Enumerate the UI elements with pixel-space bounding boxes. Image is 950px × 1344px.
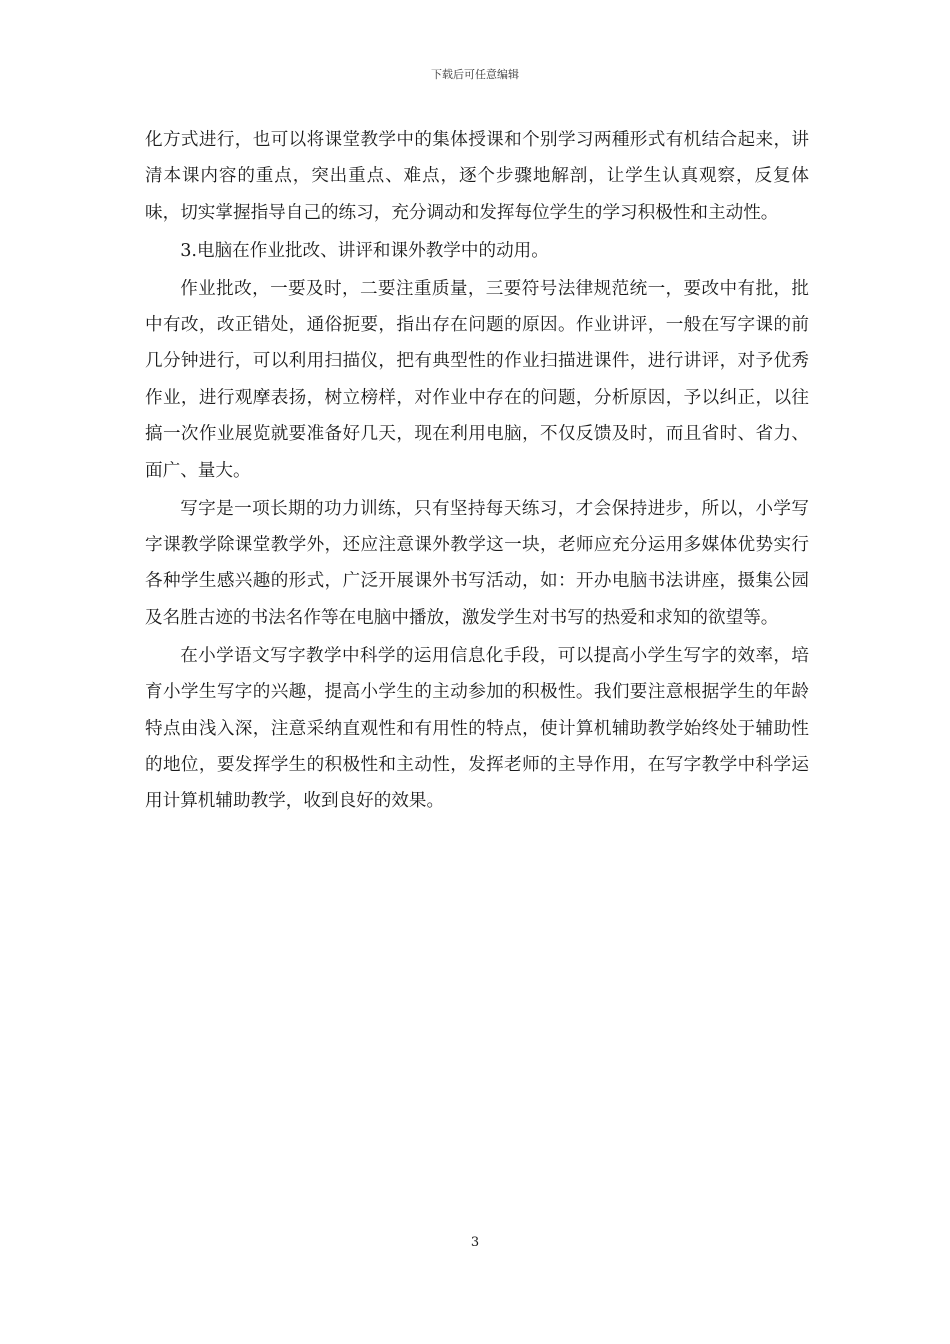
paragraph: 化方式进行，也可以将课堂教学中的集体授课和个别学习两種形式有机结合起来，讲清本课内容的重点，突出重点、难点，逐个步骤地解剖，让学生认真观察，反复体味，切实掌握指导自己的练习，充分调动和发挥每位学生的学习积极性和主动性。 xyxy=(145,130,809,223)
page-number: 3 xyxy=(470,1235,480,1250)
paragraph: 作业批改，一要及时，二要注重质量，三要符号法律规范统一，要改中有批，批中有改，改正错处，通俗扼要，指出存在问题的原因。作业讲评，一般在写字课的前几分钟进行，可以利用扫描仪，把有典型性的作业扫描进课件，进行讲评，对予优秀作业，进行观摩表扬，树立榜样，对作业中存在的问题，分析原因，予以纠正，以往搞一次作业展览就要准备好几天，现在利用电脑，不仅反馈及时，而且省时、省力、面广、量大。 xyxy=(145,278,809,481)
page-header: 下载后可任意编辑 xyxy=(431,68,519,81)
section-heading: 3.电脑在作业批改、讲评和课外教学中的动用。 xyxy=(180,240,549,261)
paragraph: 写字是一项长期的功力训练，只有坚持每天练习，才会保持进步，所以，小学写字课教学除课堂教学外，还应注意课外教学这一块，老师应充分运用多媒体优势实行各种学生感兴趣的形式，广泛开展课外书写活动，如：开办电脑书法讲座，摄集公园及名胜古迹的书法名作等在电脑中播放，激发学生对书写的热爱和求知的欲望等。 xyxy=(145,498,809,628)
document-body xyxy=(145,122,809,821)
paragraph: 在小学语文写字教学中科学的运用信息化手段，可以提高小学生写字的效率，培育小学生写字的兴趣，提高小学生的主动参加的积极性。我们要注意根据学生的年龄特点由浅入深，注意采纳直观性和有用性的特点，使计算机辅助教学始终处于辅助性的地位，要发挥学生的积极性和主动性，发挥老师的主导作用，在写字教学中科学运用计算机辅助教学，收到良好的效果。 xyxy=(145,645,809,812)
